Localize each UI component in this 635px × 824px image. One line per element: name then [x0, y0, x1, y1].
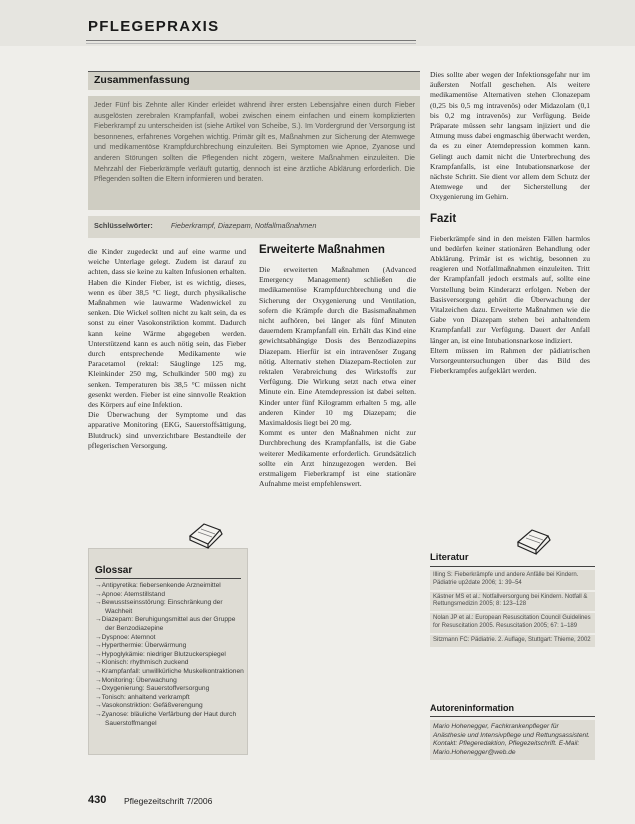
glossary-list — [95, 582, 245, 728]
glossary-item: → Monitoring: Überwachung — [95, 677, 245, 686]
book-icon — [186, 516, 226, 550]
glossary-item: → Vasokonstriktion: Gefäßverengung — [95, 702, 245, 711]
author-body: Mario Hohenegger, Fachkrankenpfleger für Anästhesie und Intensivpflege und Rettungsassistent. Kontakt: Pflegeredaktion, Pflegezeitschrift. E-Mail: Mario.Hohenegger@web.de — [430, 720, 595, 760]
summary-body: Jeder Fünf bis Zehnte aller Kinder erleidet während ihrer ersten Lebensjahre einen durch Fieber ausgelösten zerebralen Krampfanfall, wobei zwischen einem einfachen und einem komplizierten Fieberkrampf zu unterscheiden ist (siehe Artikel von Scheibe, S.). Im Vordergrund der Versorgung ist besonnenes, erfahrenes Vorgehen wichtig. Primär gilt es, Maßnahmen zur Sicherung der Atemwege und medikamentöse Krampfdurchbrechung einzuleiten. Bei Symptomen wie Apnoe, Zyanose und anderen Störungen sollten die Pflegenden nicht zögern, weitere Maßnahmen einzuleiten. Die Mehrzahl der Fieberkrämpfe verläuft gutartig, dennoch ist eine ärztliche Abklärung erforderlich. Die Pflegenden sollten die Eltern informieren und beraten. — [88, 96, 420, 210]
paragraph: Fieberkrämpfe sind in den meisten Fällen harmlos und bedürfen keiner stationären Behandlung oder Abklärung. Primär ist es wichtig, besonnen zu reagieren und Notfallmaßnahmen einzuleiten. Tritt der Krampfanfall jedoch erstmals auf, sollte eine Vorstellung beim Kinderarzt erfolgen. Neben der Basisversorgung gehört die Überwachung der Vitalzeichen dazu. Erweiterte Maßnahmen wie die Gabe von Diazepam stehen bei anhaltendem Krampfanfall zur Verfügung. Dauert der Anfall länger an, ist eine Intubationsnarkose indiziert. — [430, 233, 590, 345]
glossary-item: → Dyspnoe: Atemnot — [95, 634, 245, 643]
glossary-item: → Antipyretika: fiebersenkende Arzneimittel — [95, 582, 245, 591]
literature-item: Nolan JP et al.: European Resuscitation Council Guidelines for Resuscitation 2005. Resuscitation 2005; 67: 1–189 — [430, 613, 595, 633]
glossary-item: → Tonisch: anhaltend verkrampft — [95, 694, 245, 703]
glossary-item: → Apnoe: Atemstillstand — [95, 591, 245, 600]
article-column-2 — [259, 244, 416, 489]
glossary-item: → Hyperthermie: Überwärmung — [95, 642, 245, 651]
keywords-text: Fieberkrampf, Diazepam, Notfallmaßnahmen — [170, 221, 317, 230]
literature-box — [430, 552, 595, 649]
article-column-3 — [430, 70, 590, 376]
literature-item: Illing S: Fieberkrämpfe und andere Anfälle bei Kindern. Pädiatrie up2date 2006; 1: 39–54 — [430, 570, 595, 590]
glossary-item: → Zyanose: bläuliche Verfärbung der Haut durch Sauerstoffmangel — [95, 711, 245, 728]
keywords-label: Schlüsselwörter: — [94, 221, 153, 230]
paragraph: Die erweiterten Maßnahmen (Advanced Emergency Management) schließen die medikamentöse Krampfdurchbrechung und die Sicherung der Oxygenierung und Ventilation, sofern die Krämpfe durch die Basismaßnahmen nicht aufhören, bei länger als fünf Minuten dauerndem Krampfanfall ein. Erhält das Kind eine gewichtsabhängige Dosis des Benzodiazepins Diazepam. Hierfür ist ein intravenöser Zugang nötig. Alternativ stehen Diazepam-Rectiolen zur rektalen Verabreichung des Wirkstoffs zur Verfügung. Die Wirkung setzt nach etwa einer Minute ein. Eine Atemdepression ist dabei selten. Kinder unter fünf Kilogramm erhalten 5 mg, alle anderen Kinder 10 mg Diazepam; die Maximaldosis liegt bei 20 mg. — [259, 265, 416, 428]
glossary-box — [88, 548, 248, 755]
glossary-item: → Bewusstseinsstörung: Einschränkung der Wachheit — [95, 599, 245, 616]
glossary-item: → Krampfanfall: unwillkürliche Muskelkontraktionen — [95, 668, 245, 677]
header-rule — [86, 40, 416, 41]
paragraph: Die Überwachung der Symptome und das apparative Monitoring (EKG, Sauerstoffsättigung, Blutdruck) sind unverzichtbare Bestandteile der pflegerischen Versorgung. — [88, 410, 246, 450]
author-info-box — [430, 703, 595, 760]
glossary-heading: Glossar — [95, 565, 133, 576]
section-title: PFLEGEPRAXIS — [88, 18, 220, 35]
section-heading-fazit: Fazit — [430, 212, 457, 225]
glossary-item: → Hypoglykämie: niedriger Blutzuckerspiegel — [95, 651, 245, 660]
literature-heading: Literatur — [430, 552, 595, 567]
literature-item: Sitzmann FC: Pädiatrie. 2. Auflage, Stuttgart: Thieme, 2002 — [430, 635, 595, 647]
journal-name: Pflegezeitschrift 7/2006 — [124, 796, 213, 806]
page-header — [0, 0, 635, 46]
literature-item: Kästner MS et al.: Notfallversorgung bei Kindern. Notfall & Rettungsmedizin 2005; 8: 123–128 — [430, 592, 595, 612]
paragraph: Kommt es unter den Maßnahmen nicht zur Durchbrechung des Krampfanfalls, ist die Gabe weiterer Medikamente erforderlich. Grundsätzlich sollte ein Arzt hinzugezogen werden. Bei erstmaligem Fieberkrampf ist eine stationäre Aufnahme meist empfehlenswert. — [259, 428, 416, 489]
page-number: 430 — [88, 794, 107, 806]
glossary-item: → Oxygenierung: Sauerstoffversorgung — [95, 685, 245, 694]
section-heading-erweiterte-massnahmen: Erweiterte Maßnahmen — [259, 244, 385, 256]
paragraph: Dies sollte aber wegen der Infektionsgefahr nur im äußersten Notfall geschehen. Als weitere medikamentöse Alternativen stehen Clonazepam (0,25 bis 0,5 mg intravenös) oder Midazolam (0,1 bis 0,2 mg intravenös) zur Verfügung. Beide Präparate müssen sehr langsam injiziert und die Atmung muss dabei engmaschig überwacht werden, da es zu einer Atemdepression kommen kann. Gelingt auch damit nicht die Unterbrechung des Krampfanfalls, ist eine Intubationsnarkose der nächste Schritt. Sie dient vor allem dem Schutz der Atemwege und der Sicherstellung der Oxygenierung im Gehirn. — [430, 70, 590, 202]
paragraph: Eltern müssen im Rahmen der pädiatrischen Vorsorgeuntersuchungen über das Bild des Fieberkrampfes aufgeklärt werden. — [430, 345, 590, 376]
summary-box — [88, 71, 420, 251]
summary-heading: Zusammenfassung — [88, 71, 420, 90]
summary-keywords — [88, 216, 420, 238]
paragraph: die Kinder zugedeckt und auf eine warme und weiche Unterlage gelegt. Zudem ist darauf zu achten, dass sie keine zu kalten Infusionen erhalten. Haben die Kinder Fieber, ist es wichtig, dieses, wenn es über 38,5 °C liegt, durch physikalische Maßnahmen wie lauwarme Wadenwickel zu senken. Die Wickel sollten nicht zu kalt sein, da es sonst zu einer Vasokonstriktion kommt. Dadurch kann keine Wärme abgegeben werden. Unterstützend kann es auch nötig sein, das Fieber durch entsprechende Medikamente wie Paracetamol (rektal: Säuglinge 125 mg, Kleinkinder 250 mg, Schulkinder 500 mg) zu senken. Temperaturen bis 38,5 °C müssen nicht gesenkt werden. Fieber ist eine sinnvolle Reaktion des Körpers auf eine Infektion. — [88, 247, 246, 410]
glossary-item: → Klonisch: rhythmisch zuckend — [95, 659, 245, 668]
author-heading: Autoreninformation — [430, 703, 595, 717]
glossary-rule — [95, 578, 241, 579]
book-icon — [514, 522, 554, 556]
article-column-1 — [88, 247, 246, 451]
glossary-item: → Diazepam: Beruhigungsmittel aus der Gruppe der Benzodiazepine — [95, 616, 245, 633]
header-rule-secondary — [86, 43, 416, 44]
